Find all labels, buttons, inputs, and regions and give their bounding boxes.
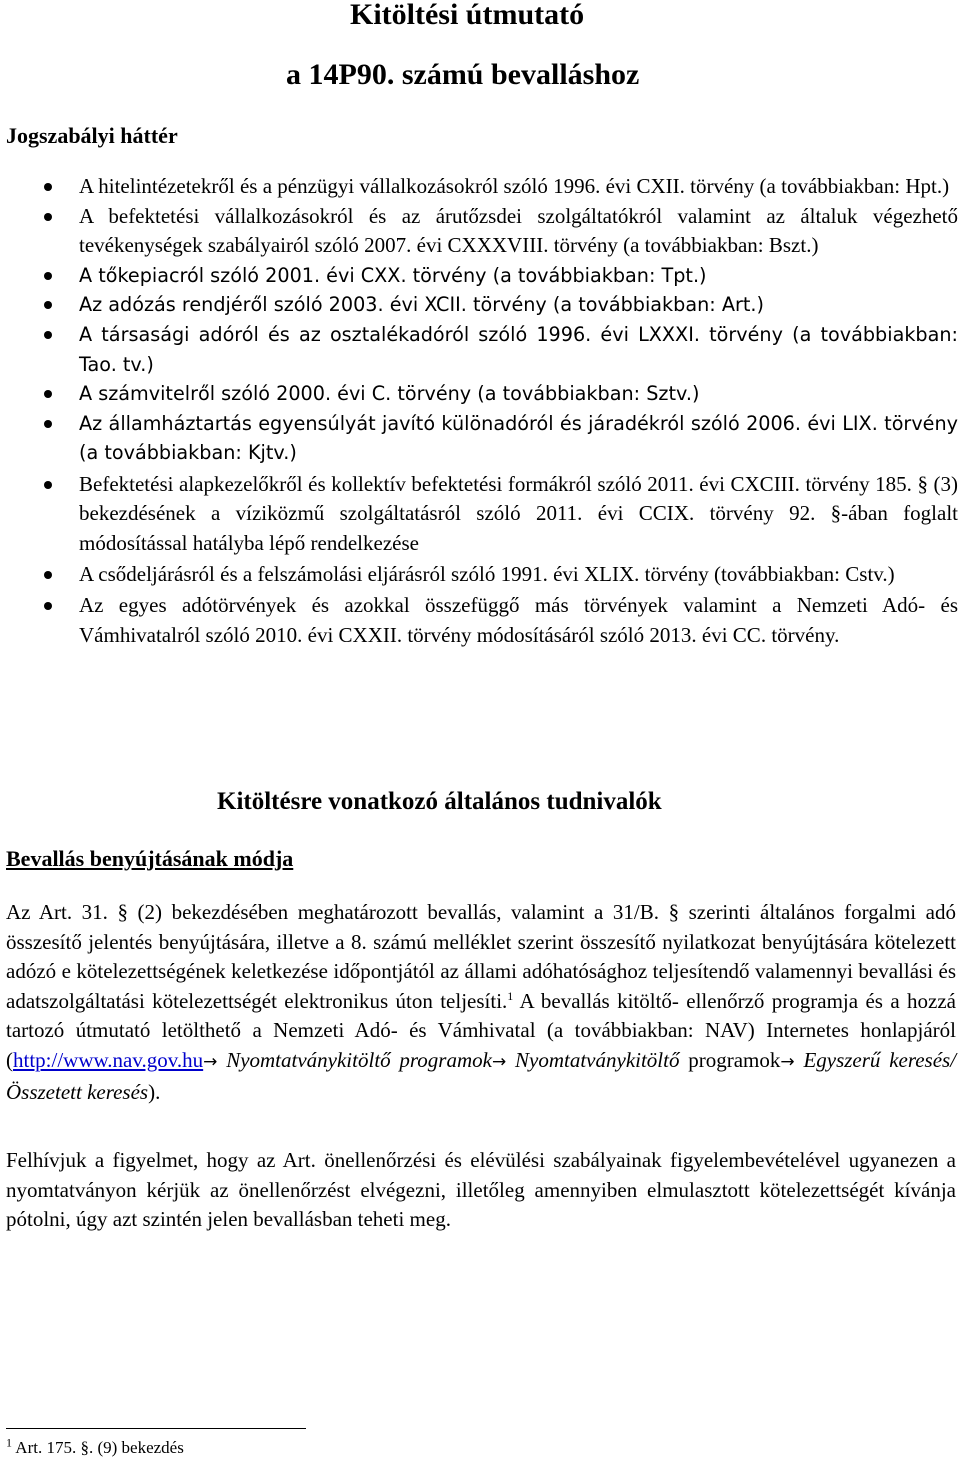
arrow-right-icon: → [780,1051,795,1072]
arrow-right-icon: → [491,1051,507,1072]
footnote-reference[interactable]: 1 [507,988,514,1003]
footnote [6,1437,184,1459]
law-list [0,172,958,651]
law-item: Az egyes adótörvények és azokkal összefüggő más törvények valamint a Nemzeti Adó- és Vámhivatalról szóló 2010. évi CXXII. törvény módosításáról szóló 2013. évi CC. törvény. [0,591,958,650]
law-item: A hitelintézetekről és a pénzügyi vállalkozásokról szóló 1996. évi CXII. törvény (a továbbiakban: Hpt.) [0,172,958,202]
self-revision-paragraph: Felhívjuk a figyelmet, hogy az Art. önellenőrzési és elévülési szabályainak figyelembevételével ugyanezen a nyomtatványon kérjük az önellenőrzést elvégezni, illetőleg amennyiben elmulasztott kötelezettségét kívánja pótolni, úgy azt szintén jelen bevallásban teheti meg. [6,1148,956,1232]
legal-background-heading: Jogszabályi háttér [6,123,178,148]
law-item: Befektetési alapkezelőkről és kollektív befektetési formákról szóló 2011. évi CXCIII. törvény 185. § (3) bekezdésének a víziközmű szolgáltatásról szóló 2011. évi CCIX. törvény 92. §-ában foglalt módosítással hatályba lépő rendelkezése [0,470,958,559]
law-item: Az adózás rendjéről szóló 2003. évi XCII. törvény (a továbbiakban: Art.) [0,290,958,320]
arrow-right-icon: → [203,1051,218,1072]
footnote-text: Art. 175. §. (9) bekezdés [12,1438,184,1457]
nav-path-form-filler: Nyomtatványkitöltő [515,1047,680,1072]
submission-method-heading: Bevallás benyújtásának módja [6,846,294,871]
law-item: A számvitelről szóló 2000. évi C. törvény (a továbbiakban: Sztv.) [0,379,958,409]
submission-text-end: ). [148,1079,161,1104]
submission-text: Az Art. 31. § (2) bekezdésében meghatározott bevallás, valamint a 31/B. § szerinti általános forgalmi adó összesítő jelentés benyújtására, illetve a 8. számú melléklet szerint összesítő nyilatkozat benyújtására kötelezett adózó e kötelezettségének keletkezése időpontjától az állami adóhatósághoz teljesítendő valamennyi bevallási és adatszolgáltatási kötelezettségét elektronikus úton teljesíti. [6,900,956,1013]
law-item: A tőkepiacról szóló 2001. évi CXX. törvény (a továbbiakban: Tpt.) [0,261,958,291]
law-item: A társasági adóról és az osztalékadóról szóló 1996. évi LXXXI. törvény (a továbbiakban: Tao. tv.) [0,320,958,379]
submission-text-cont: A bevallás kitöltő- ellenőrző programja és a hozzá tartozó útmutató letölthető a Nemzeti Adó- és Vámhivatal (a továbbiakban: NAV) Internetes honlapjáról ( [6,988,956,1072]
law-item: A csődeljárásról és a felszámolási eljárásról szóló 1991. évi XLIX. törvény (továbbiakban: Cstv.) [0,560,958,590]
nav-website-link[interactable]: http://www.nav.gov.hu [13,1047,204,1072]
law-item: Az államháztartás egyensúlyát javító különadóról és járadékról szóló 2006. évi LIX. törvény (a továbbiakban: Kjtv.) [0,409,958,468]
document-subtitle: a 14P90. számú bevalláshoz [286,58,640,91]
footnote-divider [6,1428,306,1429]
nav-path-programs: programok [679,1047,781,1072]
footnote-number: 1 [6,1435,12,1450]
document-title: Kitöltési útmutató [350,0,585,31]
law-item: A befektetési vállalkozásokról és az árutőzsdei szolgáltatókról valamint az általuk végezhető tevékenységek szabályairól szóló 2007. évi CXXXVIII. törvény (a továbbiakban: Bszt.) [0,202,958,261]
nav-path-search: Egyszerű keresés/Összetett keresés [6,1047,957,1104]
submission-paragraph [6,898,956,1107]
nav-path-form-programs: Nyomtatványkitöltő programok [226,1047,492,1072]
general-info-heading: Kitöltésre vonatkozó általános tudnivalók [217,788,662,815]
